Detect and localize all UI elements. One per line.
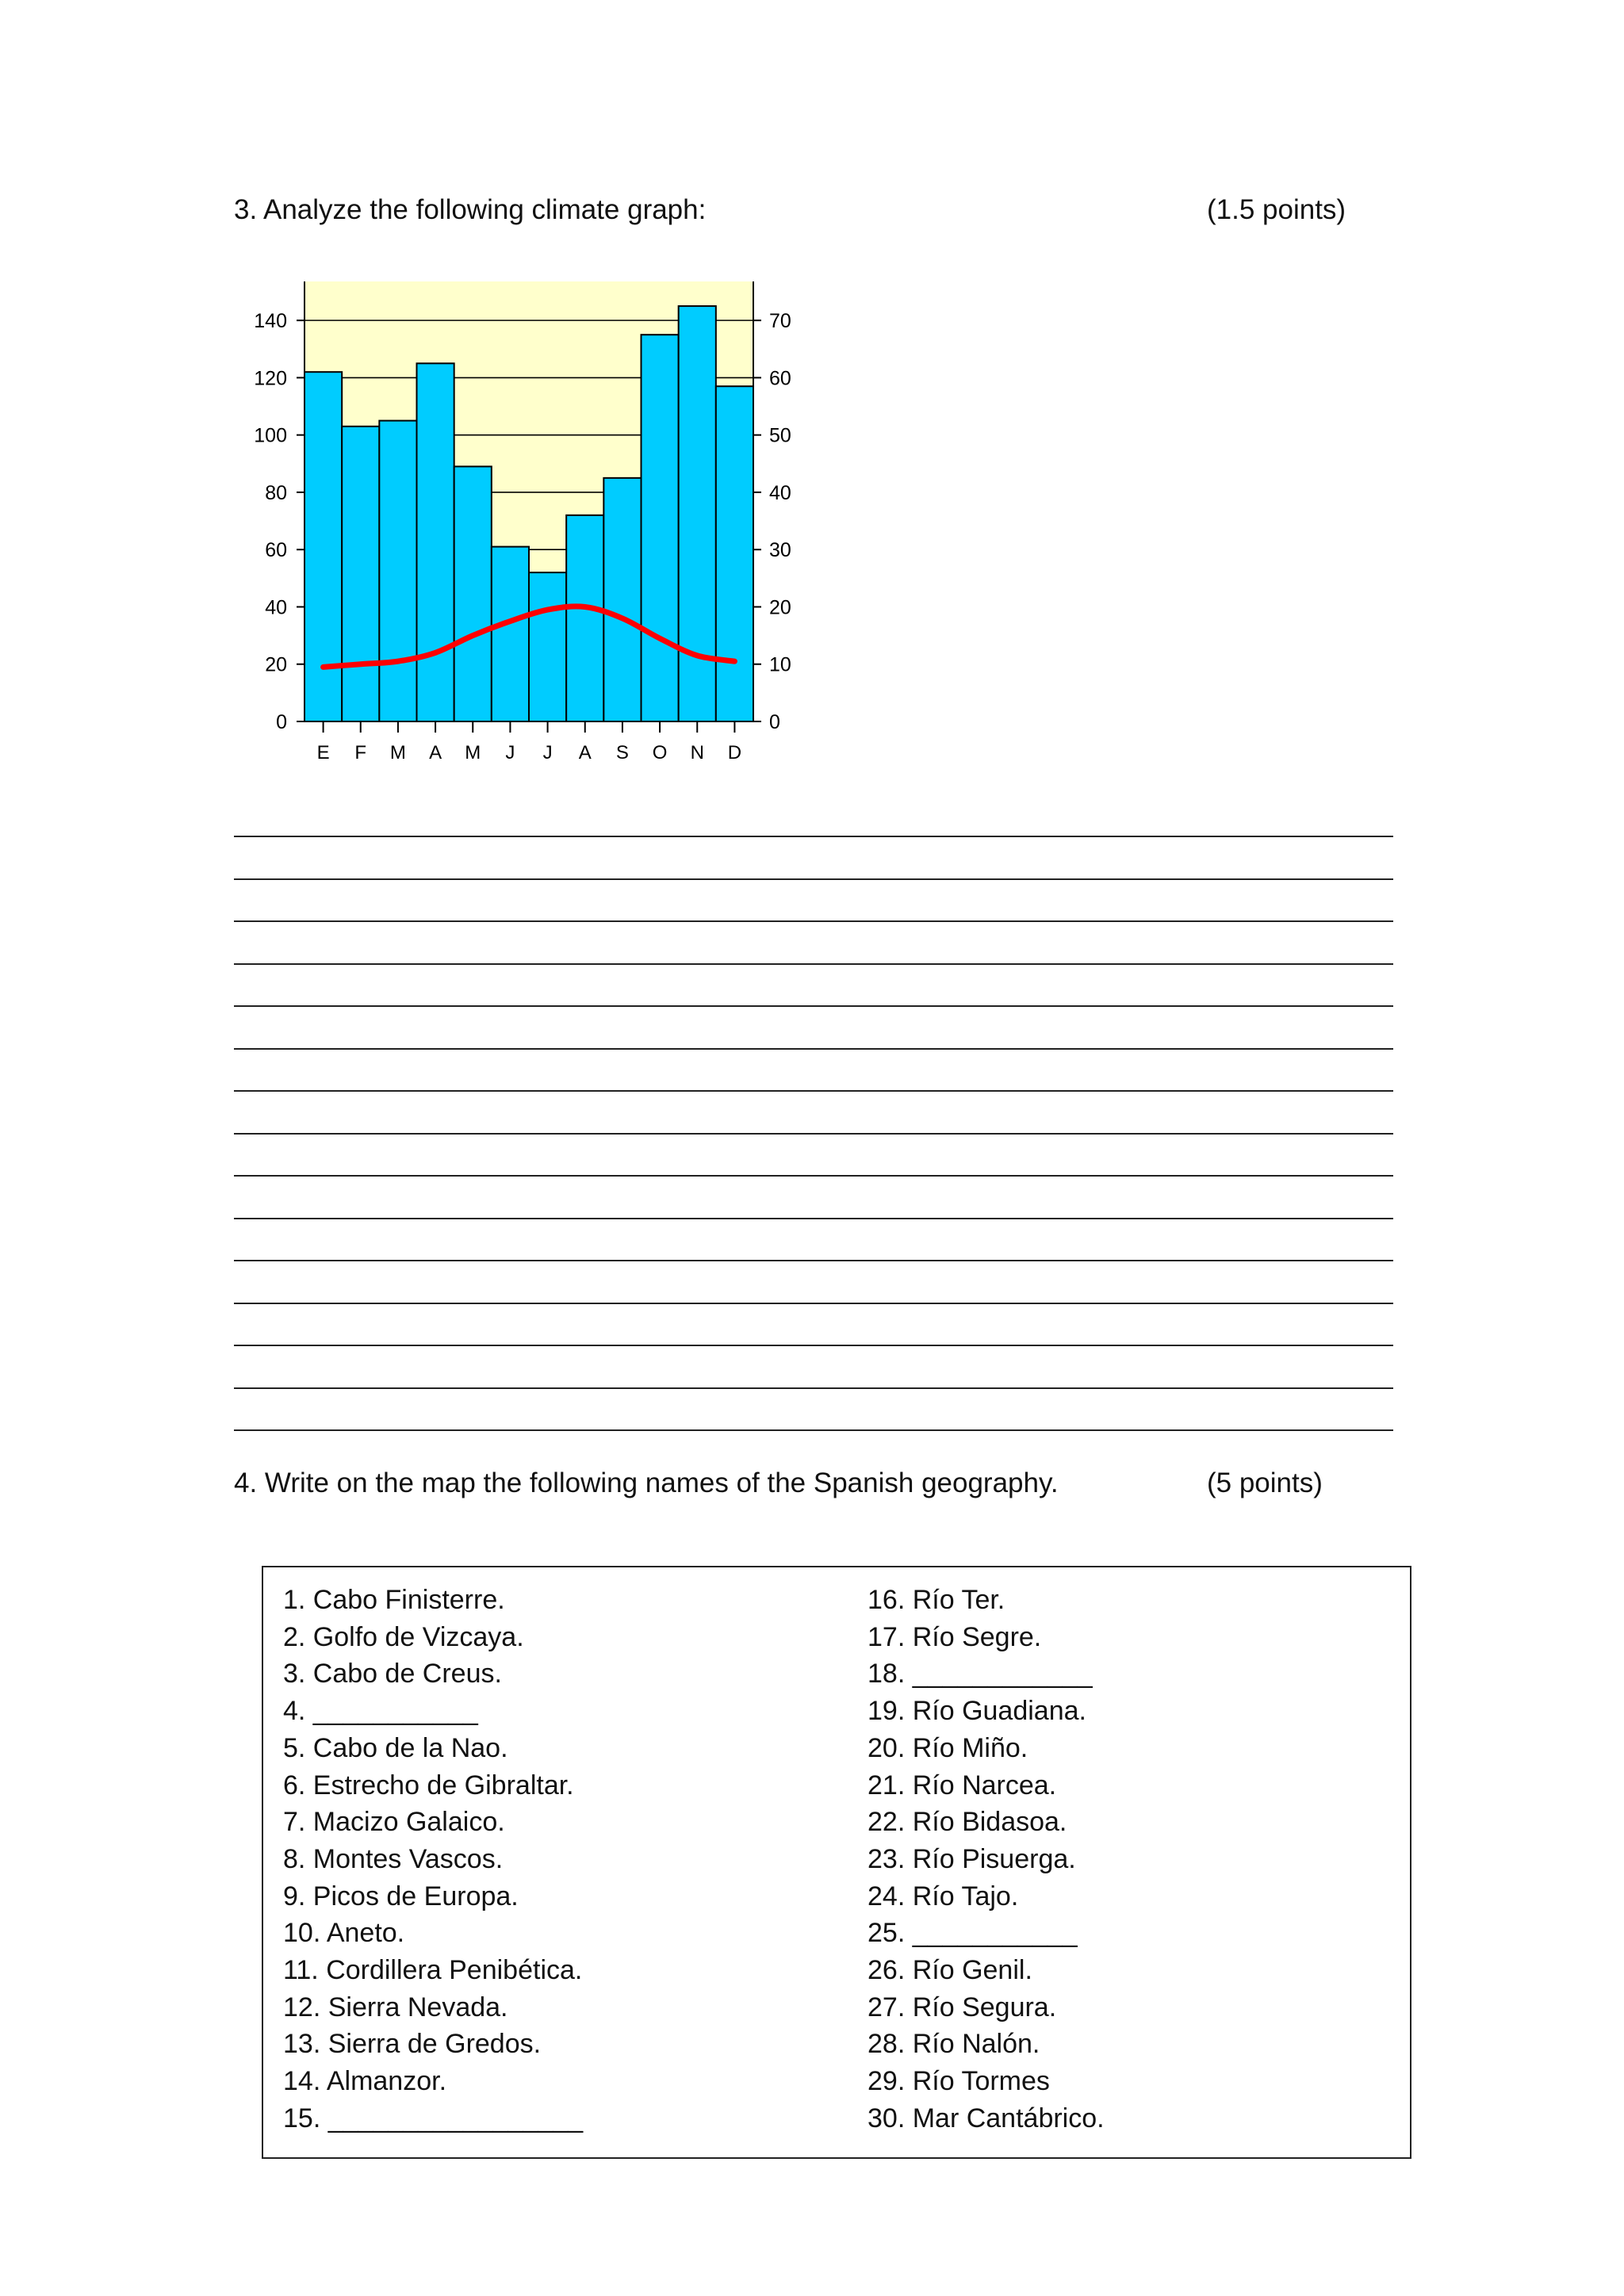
list-item: 13. Sierra de Gredos. [283, 2029, 542, 2060]
right-tick-label: 70 [769, 310, 791, 333]
list-item: 28. Río Nalón. [868, 2029, 1040, 2060]
right-axis-ticks [753, 310, 791, 733]
list-item: 22. Río Bidasoa. [868, 1807, 1067, 1838]
answer-line[interactable] [234, 1048, 1393, 1050]
precipitation-bar [716, 386, 753, 721]
list-item: 6. Estrecho de Gibraltar. [283, 1770, 574, 1800]
list-item: 25. ___________ [868, 1918, 1078, 1949]
answer-line[interactable] [234, 1090, 1393, 1092]
right-tick-label: 60 [769, 367, 791, 390]
left-tick-label: 40 [265, 596, 287, 619]
precipitation-bar [603, 478, 641, 721]
answer-line[interactable] [234, 1175, 1393, 1177]
precipitation-bar [417, 363, 454, 721]
left-tick-label: 60 [265, 539, 287, 562]
month-label: D [727, 742, 742, 763]
precipitation-bar [492, 547, 529, 721]
right-tick-label: 50 [769, 424, 791, 447]
climate-graph [230, 274, 801, 765]
month-label: A [578, 742, 592, 763]
list-item: 16. Río Ter. [868, 1585, 1005, 1615]
question-3-title: 3. Analyze the following climate graph: [234, 194, 707, 225]
right-tick-label: 20 [769, 596, 791, 619]
month-label: E [316, 742, 330, 763]
list-item: 10. Aneto. [283, 1918, 405, 1949]
list-item: 21. Río Narcea. [868, 1770, 1057, 1800]
answer-line[interactable] [234, 1133, 1393, 1135]
month-label: S [615, 742, 629, 763]
month-label: J [505, 742, 515, 763]
list-item: 27. Río Segura. [868, 1992, 1057, 2022]
list-item: 5. Cabo de la Nao. [283, 1732, 508, 1763]
list-item: 30. Mar Cantábrico. [868, 2103, 1105, 2133]
answer-line[interactable] [234, 1429, 1393, 1431]
list-item: 19. Río Guadiana. [868, 1696, 1086, 1727]
list-item: 20. Río Miño. [868, 1732, 1028, 1763]
precipitation-bar [566, 515, 603, 721]
left-tick-label: 0 [276, 711, 287, 733]
right-tick-label: 30 [769, 539, 791, 562]
month-label: F [354, 742, 367, 763]
month-axis-ticks [317, 721, 742, 763]
month-label: N [690, 742, 704, 763]
answer-line[interactable] [234, 1260, 1393, 1261]
answer-line[interactable] [234, 836, 1393, 837]
list-item: 2. Golfo de Vizcaya. [283, 1621, 524, 1652]
left-tick-label: 20 [265, 653, 287, 676]
list-item: 9. Picos de Europa. [283, 1881, 519, 1911]
left-tick-label: 140 [254, 310, 287, 333]
list-item: 14. Almanzor. [283, 2066, 447, 2097]
precipitation-bar [379, 421, 416, 721]
right-tick-label: 10 [769, 653, 791, 676]
list-item: 4. ___________ [283, 1696, 478, 1727]
precipitation-bar [529, 572, 566, 721]
list-item: 8. Montes Vascos. [283, 1843, 504, 1874]
answer-line[interactable] [234, 1218, 1393, 1219]
left-tick-label: 80 [265, 481, 287, 504]
list-item: 23. Río Pisuerga. [868, 1843, 1076, 1874]
list-item: 29. Río Tormes [868, 2066, 1050, 2097]
list-item: 18. ____________ [868, 1659, 1093, 1689]
answer-line[interactable] [234, 1303, 1393, 1304]
list-item: 15. _________________ [283, 2103, 584, 2133]
question-4-points: (5 points) [1207, 1468, 1323, 1498]
list-item: 3. Cabo de Creus. [283, 1659, 502, 1689]
list-item: 7. Macizo Galaico. [283, 1807, 505, 1838]
month-label: A [429, 742, 442, 763]
list-item: 24. Río Tajo. [868, 1881, 1019, 1911]
precipitation-bar [342, 427, 379, 721]
answer-line[interactable] [234, 1345, 1393, 1346]
left-axis-ticks [254, 310, 304, 733]
list-item: 17. Río Segre. [868, 1621, 1042, 1652]
list-item: 26. Río Genil. [868, 1955, 1032, 1986]
answer-line[interactable] [234, 878, 1393, 880]
names-list-left [283, 1582, 583, 2137]
month-label: M [389, 742, 406, 763]
list-item: 12. Sierra Nevada. [283, 1992, 508, 2022]
list-item: 11. Cordillera Penibética. [283, 1955, 583, 1986]
precipitation-bar [454, 466, 492, 721]
answer-line[interactable] [234, 963, 1393, 965]
question-4-title: 4. Write on the map the following names of the Spanish geography. [234, 1468, 1059, 1498]
list-item: 1. Cabo Finisterre. [283, 1585, 505, 1615]
answer-line[interactable] [234, 1387, 1393, 1389]
month-label: M [465, 742, 481, 763]
right-tick-label: 0 [769, 711, 780, 733]
geography-names-box [262, 1566, 1411, 2159]
left-tick-label: 120 [254, 367, 287, 390]
question-3-points: (1.5 points) [1207, 194, 1346, 225]
month-label: O [652, 742, 668, 763]
right-tick-label: 40 [769, 481, 791, 504]
answer-line[interactable] [234, 1005, 1393, 1007]
month-label: J [542, 742, 553, 763]
precipitation-bar [642, 335, 679, 721]
left-tick-label: 100 [254, 424, 287, 447]
names-list-right [868, 1582, 1105, 2137]
answer-line[interactable] [234, 920, 1393, 922]
